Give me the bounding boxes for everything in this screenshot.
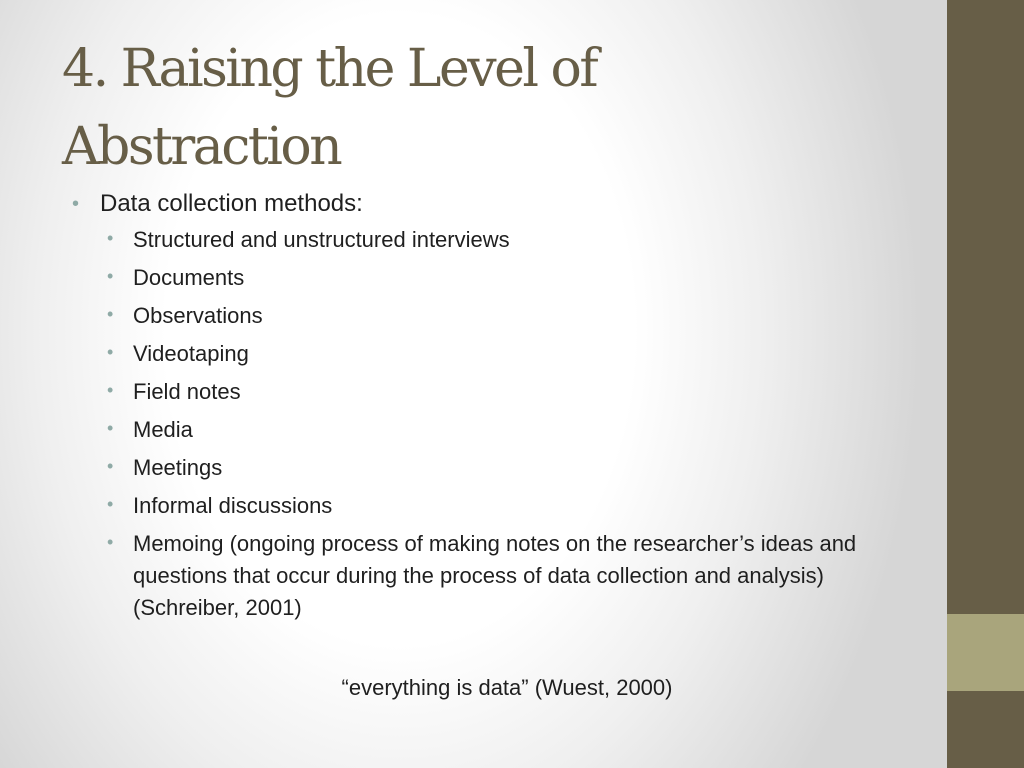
bullet-dot-icon: •	[107, 532, 114, 552]
sub-bullet-item	[0, 224, 940, 256]
sub-bullet-item	[0, 300, 940, 332]
bullet-dot-icon: •	[107, 342, 114, 362]
sub-bullet-item	[0, 338, 940, 370]
bullet-dot-icon: •	[107, 228, 114, 248]
sub-bullet-item	[0, 452, 940, 484]
sub-bullet-item	[0, 376, 940, 408]
sub-bullet-text: Memoing (ongoing process of making notes on the researcher’s ideas and questions that occur during the process of data collection and analysis) (Schreiber, 2001)	[133, 531, 857, 620]
sub-bullet-text: Videotaping	[133, 341, 249, 366]
bullet-dot-icon: •	[107, 418, 114, 438]
sub-bullet-text: Observations	[133, 303, 263, 328]
bullet-dot-icon: •	[72, 193, 80, 215]
sub-bullet-item	[0, 262, 940, 294]
main-bullet-text: Data collection methods:	[100, 190, 363, 217]
bullet-dot-icon: •	[107, 380, 114, 400]
slide-title: 4. Raising the Level of Abstraction	[62, 39, 597, 177]
bullet-dot-icon: •	[107, 266, 114, 286]
sub-bullet-item	[0, 490, 940, 522]
quote-text: “everything is data” (Wuest, 2000)	[341, 675, 673, 700]
sub-bullet-text: Field notes	[133, 379, 241, 404]
sub-bullet-text: Structured and unstructured interviews	[133, 227, 510, 252]
sub-bullet-list	[0, 224, 940, 624]
sub-bullet-text: Informal discussions	[133, 493, 333, 518]
bullet-dot-icon: •	[107, 304, 114, 324]
bullet-list	[0, 186, 940, 630]
sub-bullet-item	[0, 528, 940, 624]
sub-bullet-text: Media	[133, 417, 193, 442]
sub-bullet-text: Documents	[133, 265, 245, 290]
bullet-dot-icon: •	[107, 456, 114, 476]
bullet-dot-icon: •	[107, 494, 114, 514]
main-bullet-item	[0, 186, 940, 222]
sub-bullet-text: Meetings	[133, 455, 223, 480]
sub-bullet-item	[0, 414, 940, 446]
